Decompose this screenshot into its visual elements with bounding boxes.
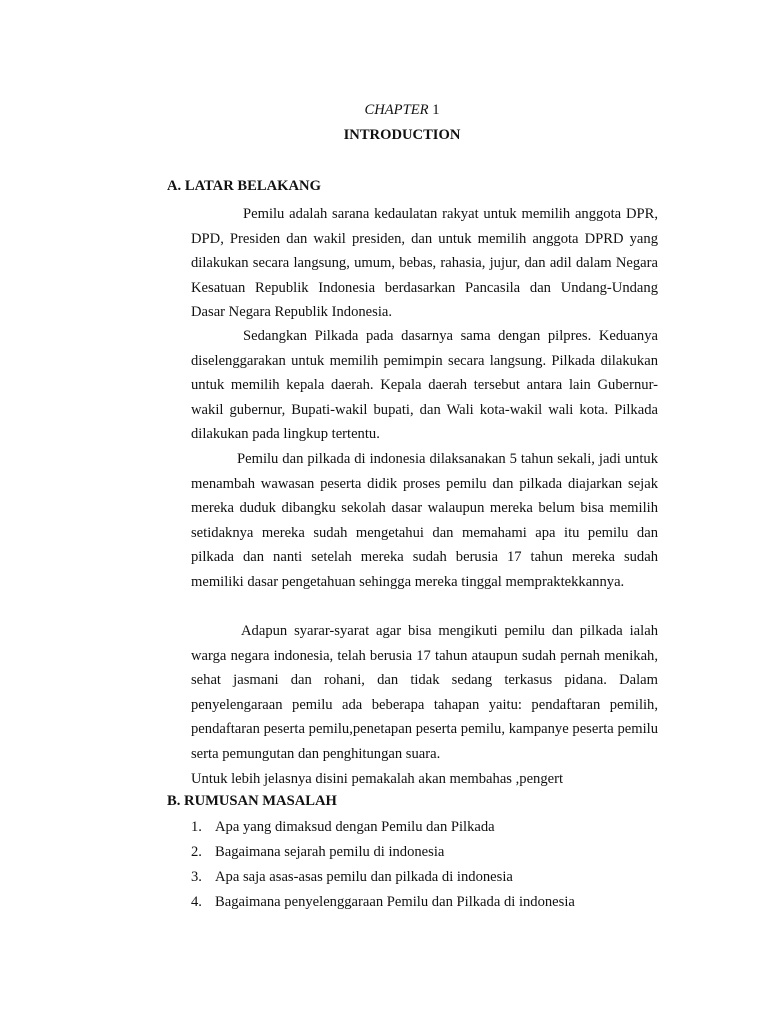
list-item [191,892,575,917]
list-item-text: Apa yang dimaksud dengan Pemilu dan Pilkada [215,819,495,835]
section-heading-rumusan-masalah: B. RUMUSAN MASALAH [167,793,337,809]
paragraph-4: Adapun syarar-syarat agar bisa mengikuti pemilu dan pilkada ialah warga negara indonesia, telah berusia 17 tahun ataupun sudah pernah menikah, sehat jasmani dan rohani, dan tidak sedang terkasus pidana. Dalam penyelengaraan pemilu ada beberapa tahapan yaitu: pendaftaran pemilih, pendaftaran peserta pemilu,penetapan peserta pemilu, kampanye peserta pemilu serta pemungutan dan penghitungan suara. [191,623,658,762]
section-heading-latar-belakang: A. LATAR BELAKANG [167,178,321,194]
chapter-number: 1 [432,102,440,118]
list-item [191,817,575,842]
chapter-label [0,102,768,119]
list-item-text: Bagaimana penyelenggaraan Pemilu dan Pilkada di indonesia [215,894,575,910]
paragraph-1: Pemilu adalah sarana kedaulatan rakyat untuk memilih anggota DPR, DPD, Presiden dan wakil presiden, dan untuk memilih anggota DPRD yang dilakukan secara langsung, umum, bebas, rahasia, jujur, dan adil dalam Negara Kesatuan Republik Indonesia berdasarkan Pancasila dan Undang-Undang Dasar Negara Republik Indonesia. [191,206,658,321]
list-item-text: Apa saja asas-asas pemilu dan pilkada di indonesia [215,869,513,885]
list-item-number: 2. [191,844,202,860]
list-item-number: 3. [191,869,202,885]
paragraph-5: Untuk lebih jelasnya disini pemakalah akan membahas ,pengert [191,771,564,787]
paragraph-3: Pemilu dan pilkada di indonesia dilaksanakan 5 tahun sekali, jadi untuk menambah wawasan peserta didik proses pemilu dan pilkada diajarkan sejak mereka duduk dibangku sekolah dasar walaupun mereka belum bisa memilih setidaknya mereka sudah mengetahui dan memahami apa itu pemilu dan pilkada dan nanti setelah mereka sudah berusia 17 tahun mereka sudah memiliki dasar pengetahuan sehingga mereka tinggal mempraktekkannya. [191,451,658,590]
chapter-title: INTRODUCTION [343,127,461,143]
list-item [191,842,575,867]
list-item-number: 1. [191,819,202,835]
list-item-number: 4. [191,894,202,910]
problem-list [191,817,575,917]
list-item [191,867,575,892]
chapter-word: CHAPTER [364,102,429,118]
list-item-text: Bagaimana sejarah pemilu di indonesia [215,844,445,860]
paragraph-2: Sedangkan Pilkada pada dasarnya sama dengan pilpres. Keduanya diselenggarakan untuk memilih pemimpin secara langsung. Pilkada dilakukan untuk memilih kepala daerah. Kepala daerah tersebut antara lain Gubernur-wakil gubernur, Bupati-wakil bupati, dan Wali kota-wakil wali kota. Pilkada dilakukan pada lingkup tertentu. [191,328,658,443]
